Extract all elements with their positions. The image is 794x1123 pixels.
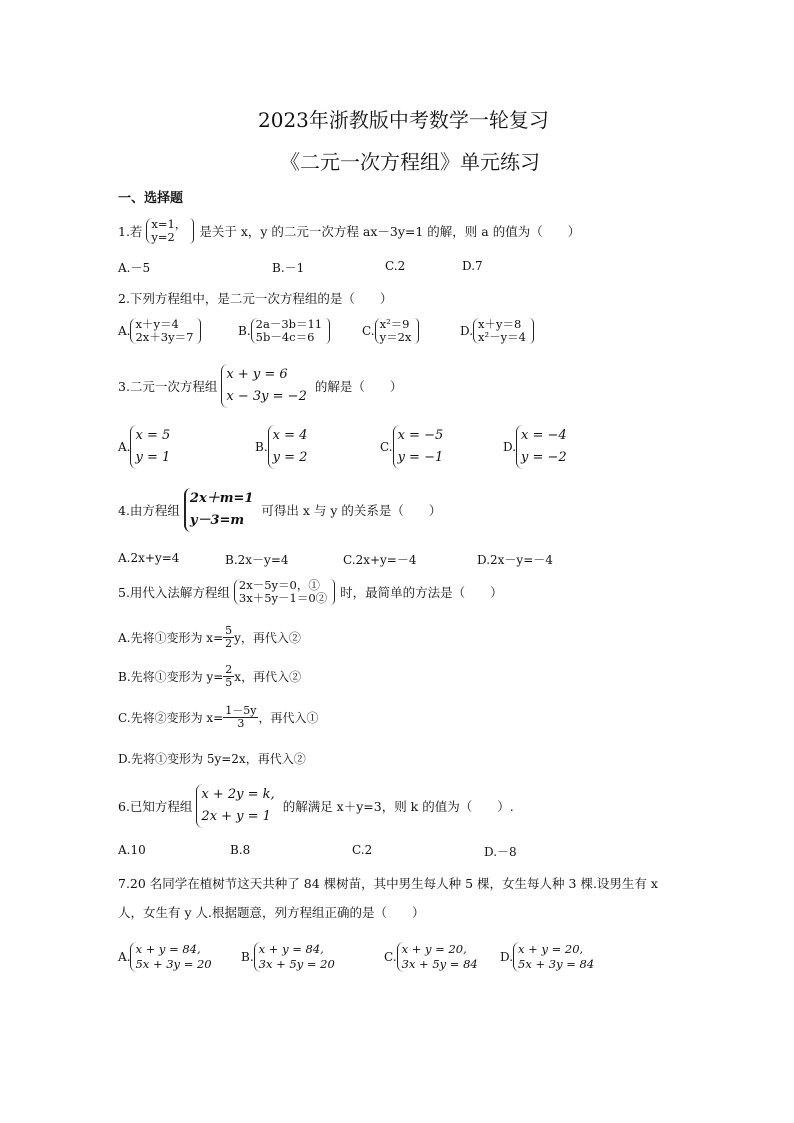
q3-option-b: B. x = 4 y = 2 — [255, 425, 311, 469]
page-subtitle: 《二元一次方程组》单元练习 — [280, 150, 540, 174]
q6-option-b: B.8 — [230, 843, 251, 857]
question-4: 4.由方程组 2x＋m=1 y－3=m 可得出 x 与 y 的关系是（ ） — [118, 488, 441, 532]
equation-system: 2x－5y＝0，① 3x＋5y－1＝0② — [234, 579, 331, 605]
question-3: 3.二元一次方程组 x + y = 6 x − 3y = −2 的解是（ ） — [118, 364, 402, 408]
page-title: 2023年浙教版中考数学一轮复习 — [258, 108, 549, 132]
q3-option-c: C. x = −5 y = −1 — [380, 425, 447, 469]
q7-option-d: D. x + y = 20, 5x + 3y = 84 — [500, 942, 598, 972]
q6-option-a: A.10 — [118, 843, 146, 857]
equation-system: x + y = 6 x − 3y = −2 — [221, 364, 310, 408]
q4-option-d: D.2x－y=－4 — [477, 553, 553, 567]
q6-option-d: D.－8 — [484, 845, 517, 859]
question-7-line-2: 人，女生有 y 人.根据题意，列方程组正确的是（ ） — [118, 905, 425, 920]
q7-option-c: C. x + y = 20, 3x + 5y = 84 — [384, 942, 482, 972]
q4-option-b: B.2x－y=4 — [225, 553, 289, 567]
question-2: 2.下列方程组中，是二元一次方程组的是（ ） — [118, 291, 393, 306]
q1-option-c: C.2 — [385, 259, 406, 273]
q2-option-c: C. x²＝9 y＝2x — [362, 318, 415, 344]
q4-option-c: C.2x+y=－4 — [343, 553, 417, 567]
q2-option-d: D. x＋y＝8 x²－y＝4 — [460, 318, 530, 344]
equation-system: 2x＋m=1 y－3=m — [184, 488, 258, 532]
q7-option-a: A. x + y = 84, 5x + 3y = 20 — [118, 942, 216, 972]
q5-option-d: D.先将①变形为 5y=2x，再代入② — [118, 752, 306, 766]
question-7-line-1: 7.20 名同学在植树节这天共种了 84 棵树苗，其中男生每人种 5 棵，女生每人种 3 棵.设男生有 x — [118, 876, 658, 891]
q7-option-b: B. x + y = 84, 3x + 5y = 20 — [241, 942, 339, 972]
q1-option-b: B.－1 — [272, 261, 305, 275]
question-5: 5.用代入法解方程组 2x－5y＝0，① 3x＋5y－1＝0② 时，最简单的方法是（ ） — [118, 578, 503, 605]
question-6: 6.已知方程组 x + 2y = k, 2x + y = 1 的解满足 x＋y=3，则 k 的值为（ ）. — [118, 784, 514, 828]
q2-option-a: A. x＋y＝4 2x＋3y＝7 — [118, 318, 197, 344]
q5-option-c: C.先将②变形为 x= $\frac{1-5y}{3}$ ，再代入① — [118, 704, 319, 730]
section-heading: 一、选择题 — [118, 191, 184, 206]
q3-option-d: D. x = −4 y = −2 — [503, 425, 571, 469]
q5-option-a: A.先将①变形为 x= $\frac{5}{2}$ y，再代入② — [118, 624, 301, 650]
equation-system: x + 2y = k, 2x + y = 1 — [196, 784, 278, 828]
q4-option-a: A.2x+y=4 — [118, 551, 180, 565]
question-1: 1.若 x=1， y=2 是关于 x，y 的二元一次方程 ax－3y=1 的解，则 a 的值为（ ） — [118, 217, 581, 244]
q1-option-a: A.－5 — [118, 261, 151, 275]
q5-option-b: B.先将①变形为 y= $\frac{2}{5}$ x，再代入② — [118, 663, 302, 689]
q6-option-c: C.2 — [352, 843, 373, 857]
equation-system: x=1， y=2 — [146, 218, 190, 244]
q1-option-d: D.7 — [462, 259, 483, 273]
q2-option-b: B. 2a－3b＝11 5b－4c＝6 — [238, 318, 326, 344]
q3-option-a: A. x = 5 y = 1 — [118, 425, 174, 469]
